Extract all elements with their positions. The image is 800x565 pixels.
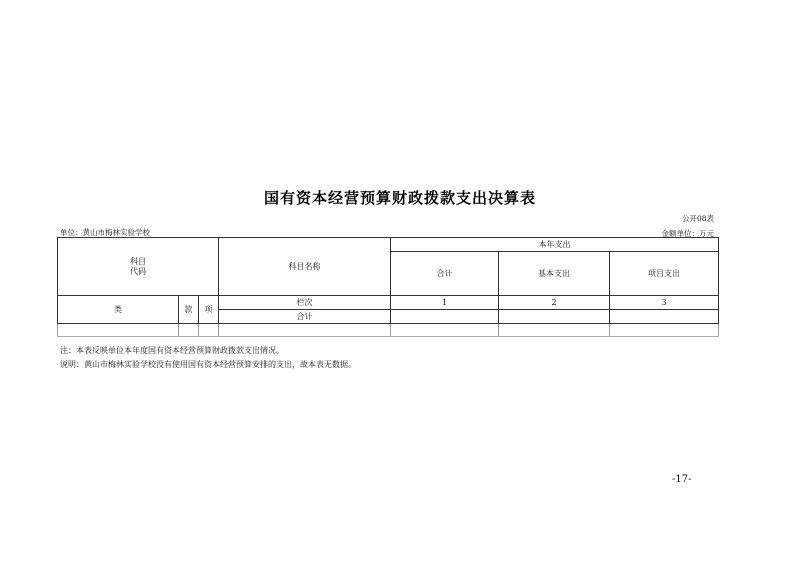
blank-cell: [610, 324, 719, 337]
basic-value-cell: [499, 310, 610, 324]
blank-cell: [199, 324, 219, 337]
subject-code-header: [58, 238, 219, 296]
index-2: 2: [499, 296, 610, 310]
page-title: 国有资本经营预算财政拨款支出决算表: [263, 189, 536, 207]
blank-cell: [58, 324, 179, 337]
index-1: 1: [391, 296, 499, 310]
blank-cell: [391, 324, 499, 337]
basic-expenditure-header: 基本支出: [499, 252, 610, 296]
page-number: -17-: [672, 474, 692, 485]
subject-code-label-line1: 科目: [130, 256, 147, 266]
subject-name-header: 科目名称: [219, 238, 391, 296]
total-header: 合计: [391, 252, 499, 296]
total-row-label: 合计: [219, 310, 391, 324]
class-header: 类: [58, 296, 179, 324]
table-explanation: 说明：黄山市梅林实验学校没有使用国有资本经营预算安排的支出，故本表无数据。: [60, 360, 356, 369]
total-value-cell: [391, 310, 499, 324]
index-row: [58, 296, 719, 310]
project-expenditure-header: 项目支出: [610, 252, 719, 296]
notes-section: [60, 344, 356, 372]
project-value-cell: [610, 310, 719, 324]
subject-code-label-line2: 代码: [130, 266, 147, 276]
blank-cell: [179, 324, 199, 337]
form-number: 公开08表: [681, 214, 714, 223]
index-3: 3: [610, 296, 719, 310]
header-row-1: [58, 238, 719, 252]
blank-row: [58, 324, 719, 337]
reporting-unit: 单位：黄山市梅林实验学校: [60, 228, 150, 237]
blank-cell: [499, 324, 610, 337]
amount-unit: 金额单位：万元: [661, 229, 714, 238]
row-index-label: 栏次: [219, 296, 391, 310]
current-year-header: 本年支出: [391, 238, 719, 252]
xiang-header: 项: [199, 296, 219, 324]
blank-cell: [219, 324, 391, 337]
kuan-header: 款: [179, 296, 199, 324]
table-note: 注：本表反映单位本年度国有资本经营预算财政拨款支出情况。: [60, 346, 284, 355]
expenditure-table: [57, 237, 719, 337]
